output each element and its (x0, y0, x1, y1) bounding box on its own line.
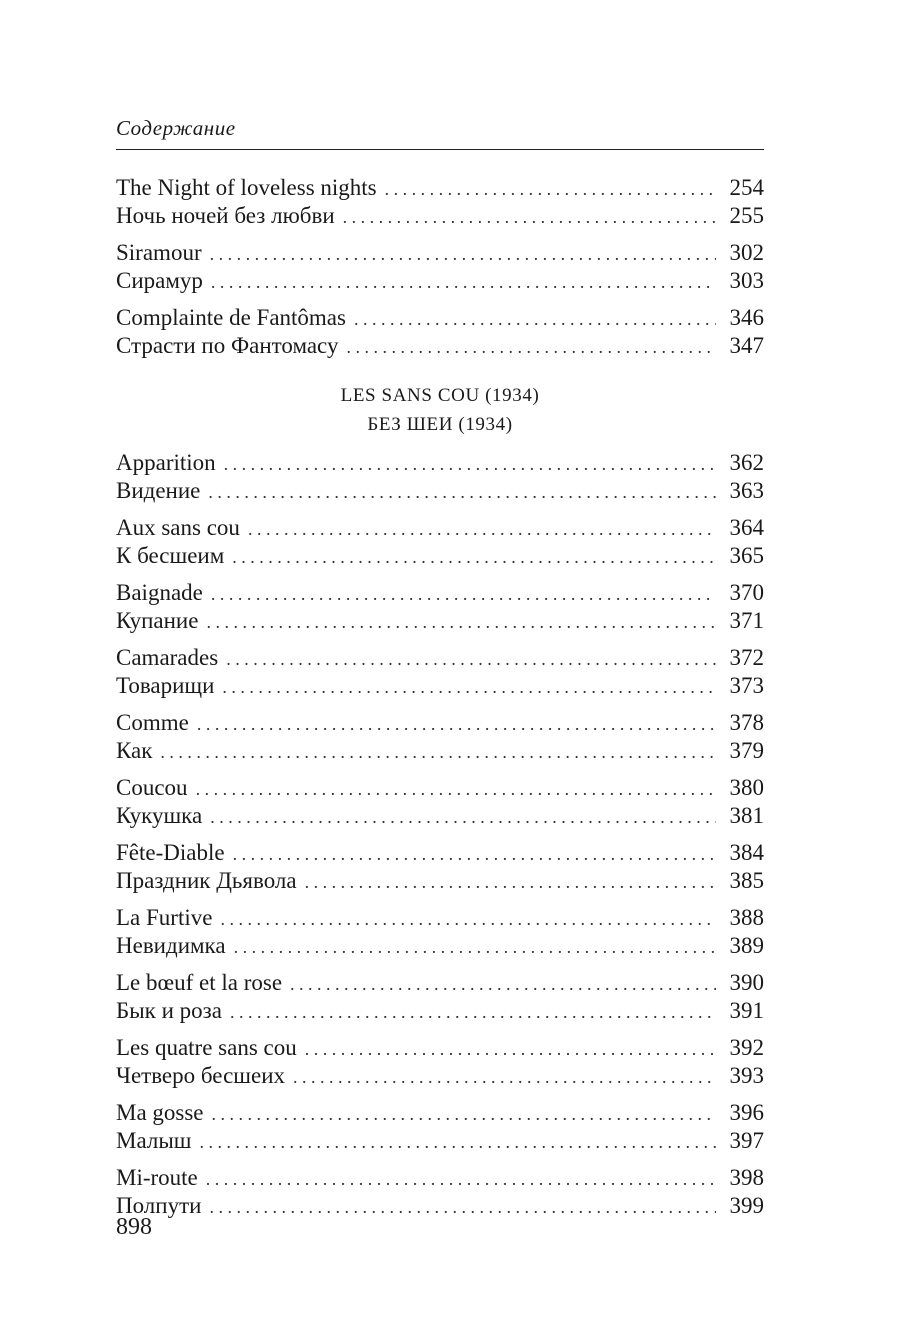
dot-leader (234, 933, 716, 961)
dot-leader (212, 1100, 716, 1128)
toc-entry-page: 346 (729, 305, 764, 330)
dot-leader (226, 645, 716, 673)
toc-entry-page: 384 (729, 840, 764, 865)
dot-leader (160, 738, 716, 766)
toc-entry-page: 397 (729, 1128, 764, 1153)
toc-group (116, 514, 764, 570)
toc-entry-page: 391 (729, 998, 764, 1023)
toc-entry (116, 514, 764, 542)
dot-leader (230, 998, 716, 1026)
dot-leader (233, 840, 716, 868)
toc-entry-page: 392 (729, 1035, 764, 1060)
toc-group (116, 709, 764, 765)
toc-entry (116, 607, 764, 635)
toc-entry-title: Сирамур (116, 268, 203, 293)
dot-leader (210, 803, 716, 831)
toc-entry-title: The Night of loveless nights (116, 175, 377, 200)
dot-leader (385, 175, 716, 203)
toc-group (116, 904, 764, 960)
toc-entry-title: Полпути (116, 1193, 202, 1218)
toc-entry (116, 774, 764, 802)
toc-groups-before (116, 174, 764, 360)
toc-entry-page: 370 (729, 580, 764, 605)
toc-entry-title: Camarades (116, 645, 219, 670)
toc-entry-page: 381 (729, 803, 764, 828)
toc-group (116, 839, 764, 895)
toc-group (116, 304, 764, 360)
toc-entry-title: Baignade (116, 580, 203, 605)
dot-leader (305, 1035, 716, 1063)
toc-entry-page: 399 (729, 1193, 764, 1218)
dot-leader (290, 970, 716, 998)
toc-entry (116, 239, 764, 267)
dot-leader (206, 1165, 716, 1193)
dot-leader (211, 580, 716, 608)
toc-group (116, 239, 764, 295)
section-title-ru: БЕЗ ШЕИ (1934) (367, 414, 513, 435)
toc-entry (116, 1062, 764, 1090)
toc-entry-page: 393 (729, 1063, 764, 1088)
toc-entry-page: 302 (729, 240, 764, 265)
toc-entry-page: 396 (729, 1100, 764, 1125)
toc-group (116, 969, 764, 1025)
toc-entry-title: Малыш (116, 1128, 192, 1153)
dot-leader (197, 710, 716, 738)
toc-entry-page: 363 (729, 478, 764, 503)
toc-entry (116, 332, 764, 360)
toc-group (116, 644, 764, 700)
dot-leader (210, 240, 716, 268)
toc-entry-page: 379 (729, 738, 764, 763)
toc-entry (116, 904, 764, 932)
dot-leader (206, 608, 716, 636)
toc-entry (116, 267, 764, 295)
toc-entry-page: 362 (729, 450, 764, 475)
toc-entry-title: Четверо бесшеих (116, 1063, 286, 1088)
toc-group (116, 174, 764, 230)
toc-group (116, 579, 764, 635)
dot-leader (232, 543, 716, 571)
toc-entry-page: 365 (729, 543, 764, 568)
section-heading (116, 369, 764, 449)
toc-entry-title: Siramour (116, 240, 202, 265)
dot-leader (354, 305, 716, 333)
toc-entry-title: Ma gosse (116, 1100, 204, 1125)
dot-leader (222, 673, 716, 701)
toc-entry-title: Купание (116, 608, 199, 633)
toc-group (116, 449, 764, 505)
toc-entry-page: 373 (729, 673, 764, 698)
toc-group (116, 1164, 764, 1220)
toc-entry (116, 1099, 764, 1127)
toc-entry-page: 303 (729, 268, 764, 293)
toc-entry (116, 477, 764, 505)
dot-leader (196, 775, 716, 803)
toc-entry-page: 380 (729, 775, 764, 800)
toc-entry-title: Невидимка (116, 933, 226, 958)
toc-group (116, 774, 764, 830)
toc-group (116, 1099, 764, 1155)
toc-entry (116, 304, 764, 332)
toc-entry (116, 969, 764, 997)
toc-entry-page: 398 (729, 1165, 764, 1190)
dot-leader (211, 268, 716, 296)
toc-entry-title: Праздник Дьявола (116, 868, 297, 893)
toc-entry-title: Comme (116, 710, 189, 735)
toc-entry-title: Apparition (116, 450, 216, 475)
toc-entry-title: Complainte de Fantômas (116, 305, 346, 330)
toc-entry-page: 364 (729, 515, 764, 540)
toc-entry (116, 1192, 764, 1220)
toc-entry (116, 672, 764, 700)
running-head: Содержание (116, 116, 236, 140)
section-title-fr: LES SANS COU (1934) (340, 385, 540, 406)
toc-entry-page: 390 (729, 970, 764, 995)
toc-entry-title: Как (116, 738, 153, 763)
toc-entry-page: 385 (729, 868, 764, 893)
toc-entry-title: Fête-Diable (116, 840, 225, 865)
toc-entry-page: 255 (729, 203, 764, 228)
dot-leader (208, 478, 716, 506)
toc-entry (116, 997, 764, 1025)
toc-entry-page: 378 (729, 710, 764, 735)
toc-entry-page: 372 (729, 645, 764, 670)
toc-entry-title: Le bœuf et la rose (116, 970, 283, 995)
dot-leader (293, 1063, 716, 1091)
toc-entry (116, 839, 764, 867)
toc-entry (116, 1164, 764, 1192)
toc-groups-after (116, 449, 764, 1220)
toc-entry (116, 1034, 764, 1062)
toc-entry (116, 932, 764, 960)
dot-leader (200, 1128, 716, 1156)
toc-entry-title: Aux sans cou (116, 515, 240, 540)
page-number: 898 (116, 1214, 152, 1240)
toc-entry (116, 644, 764, 672)
toc-entry-title: Бык и роза (116, 998, 222, 1023)
toc-entry-title: Ночь ночей без любви (116, 203, 335, 228)
toc-entry-page: 389 (729, 933, 764, 958)
toc-entry-title: Coucou (116, 775, 188, 800)
toc-entry (116, 709, 764, 737)
toc-entry (116, 802, 764, 830)
toc-entry-page: 388 (729, 905, 764, 930)
dot-leader (209, 1193, 716, 1221)
toc-entry (116, 449, 764, 477)
toc-entry-title: Mi-route (116, 1165, 198, 1190)
dot-leader (224, 450, 716, 478)
dot-leader (346, 333, 716, 361)
toc-entry-title: Les quatre sans cou (116, 1035, 297, 1060)
toc-entry-title: La Furtive (116, 905, 213, 930)
toc-entry-title: К бесшеим (116, 543, 225, 568)
toc-entry-page: 254 (729, 175, 764, 200)
toc-entry-title: Товарищи (116, 673, 215, 698)
dot-leader (220, 905, 716, 933)
header-rule (116, 149, 764, 150)
toc-entry-page: 347 (729, 333, 764, 358)
table-of-contents (116, 174, 764, 1229)
dot-leader (343, 203, 716, 231)
toc-entry-title: Видение (116, 478, 201, 503)
dot-leader (248, 515, 716, 543)
toc-group (116, 1034, 764, 1090)
toc-entry (116, 867, 764, 895)
toc-entry (116, 1127, 764, 1155)
toc-entry (116, 737, 764, 765)
toc-entry-title: Страсти по Фантомасу (116, 333, 339, 358)
toc-entry-title: Кукушка (116, 803, 203, 828)
toc-entry (116, 202, 764, 230)
toc-entry (116, 579, 764, 607)
toc-entry (116, 542, 764, 570)
dot-leader (305, 868, 716, 896)
toc-entry-page: 371 (729, 608, 764, 633)
toc-entry (116, 174, 764, 202)
